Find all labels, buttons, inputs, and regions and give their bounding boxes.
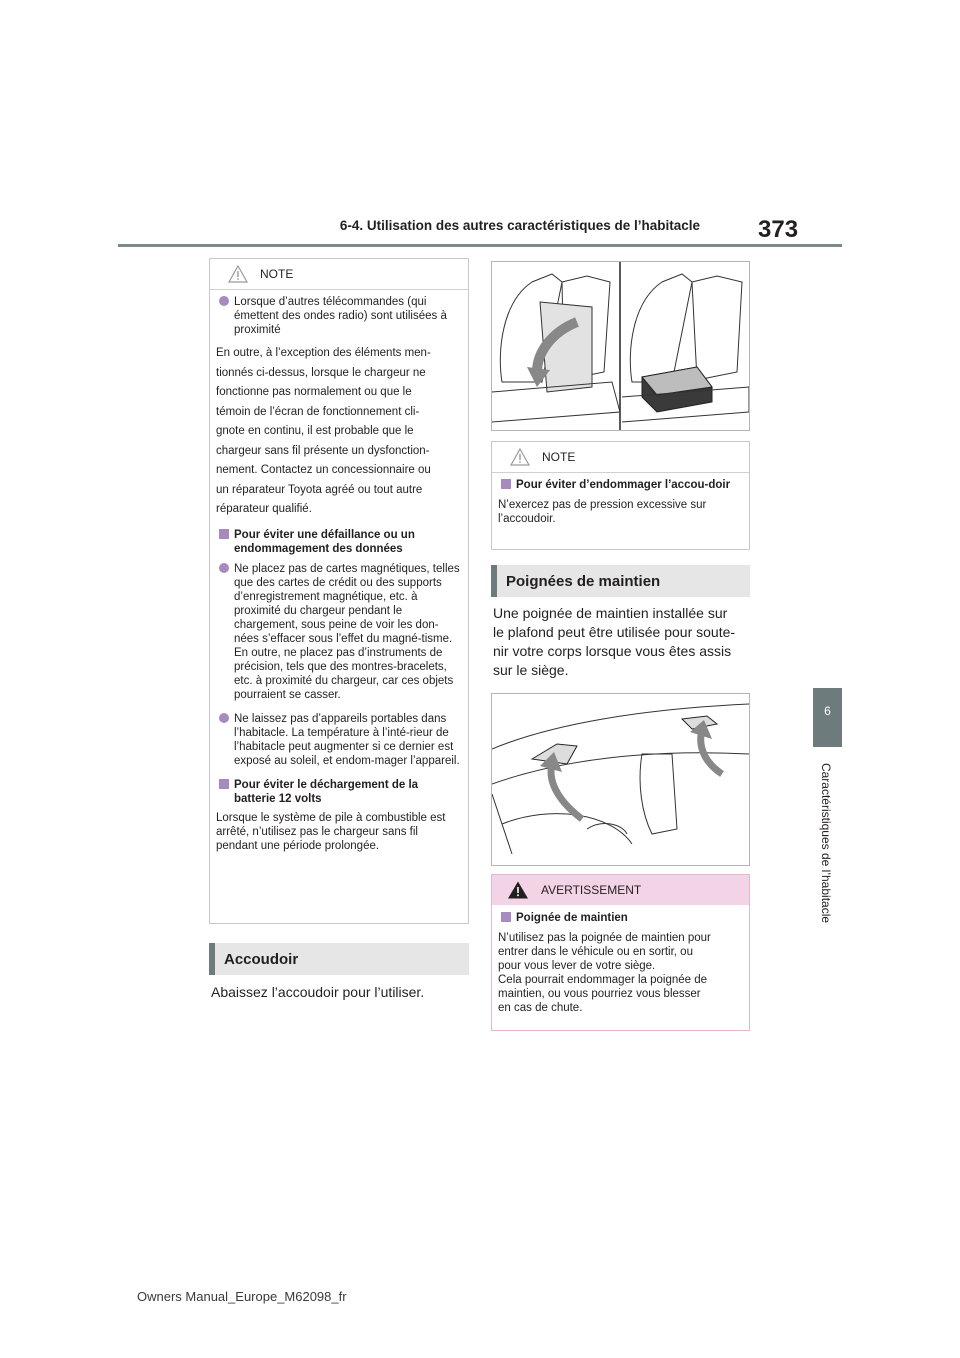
note-subheading: Pour éviter une défaillance ou un endommagement des données bbox=[216, 528, 462, 556]
note-label: NOTE bbox=[542, 450, 576, 464]
warning-header bbox=[492, 875, 749, 905]
note-paragraph: N’exercez pas de pression excessive sur l’accoudoir. bbox=[498, 499, 707, 525]
note-subheading: Pour éviter le déchargement de la batterie 12 volts bbox=[216, 778, 462, 806]
section-heading-accoudoir: Accoudoir bbox=[209, 943, 469, 975]
note-subheading: Pour éviter d’endommager l’accou-doir bbox=[498, 478, 743, 492]
list-item: Lorsque d’autres télécommandes (qui émettent des ondes radio) sont utilisées à proximité bbox=[216, 295, 462, 337]
warning-icon bbox=[507, 880, 529, 900]
note-header bbox=[492, 442, 749, 473]
poignees-text: Une poignée de maintien installée sur le plafond peut être utilisée pour soute- nir votre corps lorsque vous êtes assis sur le siège. bbox=[493, 605, 736, 678]
caution-icon bbox=[227, 264, 249, 284]
warning-paragraph: N’utilisez pas la poignée de maintien pour entrer dans le véhicule ou en sortir, ou pour vous lever de votre siège. Cela pourrait endommager la poignée de maintien, ou vous pourriez vous blesser en cas de chute. bbox=[498, 932, 711, 1014]
note-label: NOTE bbox=[260, 267, 294, 281]
chapter-title: Caractéristiques de l’habitacle bbox=[819, 762, 833, 924]
warning-subheading: Poignée de maintien bbox=[498, 911, 743, 925]
note-paragraph: Lorsque le système de pile à combustible est arrêté, n’utilisez pas le chargeur sans fil pendant une période prolongée. bbox=[216, 811, 446, 852]
chapter-title-vertical bbox=[806, 745, 846, 945]
page-number: 373 bbox=[758, 216, 799, 243]
accoudoir-text: Abaissez l’accoudoir pour l’utiliser. bbox=[211, 984, 425, 1000]
chapter-tab[interactable] bbox=[813, 688, 842, 747]
list-item: Ne laissez pas d’appareils portables dans l’habitacle. La température à l’inté-rieur de l’habitacle peut augmenter si ce dernier est exposé au soleil, et endom-mager l’appareil. bbox=[216, 712, 462, 768]
note-paragraph: En outre, à l’exception des éléments men- tionnés ci-dessus, lorsque le chargeur ne fonctionne pas normalement ou que le témoin de l’écran de fonctionnement cli- gnote en continu, il est probable que le chargeur sans fil présente un dysfonction- nement. Contactez un concessionnaire ou un réparateur Toyota agréé ou tout autre réparateur qualifié. bbox=[216, 347, 431, 515]
section-heading-poignees: Poignées de maintien bbox=[491, 565, 750, 597]
section-title: 6-4. Utilisation des autres caractéristiques de l’habitacle bbox=[339, 218, 700, 233]
footer-text: Owners Manual_Europe_M62098_fr bbox=[137, 1289, 347, 1304]
grab-handle-illustration bbox=[491, 693, 750, 866]
note-header bbox=[210, 259, 468, 290]
note-box-left bbox=[209, 258, 469, 924]
armrest-illustration bbox=[491, 261, 750, 431]
note-box-right bbox=[491, 441, 750, 550]
warning-box bbox=[491, 874, 750, 1031]
caution-icon bbox=[509, 447, 531, 467]
warning-label: AVERTISSEMENT bbox=[541, 883, 642, 897]
list-item: Ne placez pas de cartes magnétiques, telles que des cartes de crédit ou des supports d’enregistrement magnétique, etc. à proximité du chargeur pendant le chargement, sous peine de voir les don-nées s’effacer sous l’effet du magné-tisme. En outre, ne placez pas d’instruments de précision, tels que des montres-bracelets, etc. à proximité du chargeur, car ces objets pourraient se casser. bbox=[216, 562, 462, 702]
chapter-number: 6 bbox=[824, 704, 831, 718]
header-rule bbox=[118, 244, 842, 247]
